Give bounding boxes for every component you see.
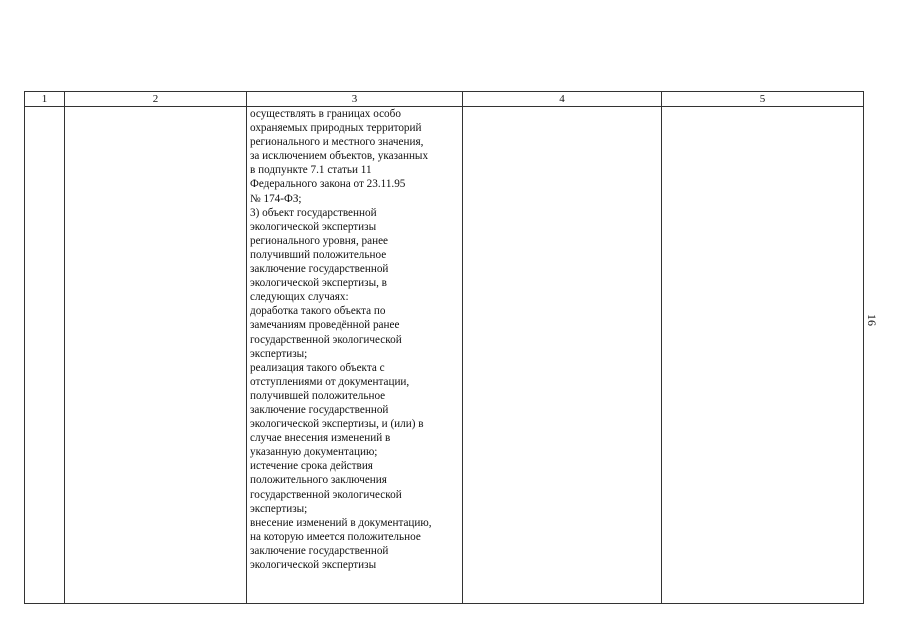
text-line: экологической экспертизы (250, 559, 377, 571)
text-line: Федерального закона от 23.11.95 (250, 178, 406, 191)
cell-col-3 (247, 107, 463, 604)
header-row (25, 92, 864, 107)
text-line: получивший положительное (250, 248, 387, 261)
cell-col-2 (65, 107, 247, 604)
text-line: охраняемых природных территорий (250, 122, 422, 135)
text-line: экологической экспертизы (250, 220, 377, 233)
text-line: регионального уровня, ранее (250, 234, 389, 247)
text-line: заключение государственной (250, 403, 389, 416)
text-line: экологической экспертизы, и (или) в (250, 418, 424, 431)
text-line: доработка такого объекта по (250, 305, 386, 318)
text-line: указанную документацию; (250, 446, 378, 459)
text-line: получившей положительное (250, 389, 386, 402)
text-line: экспертизы; (250, 347, 308, 360)
text-line: регионального и местного значения, (250, 136, 424, 149)
column-header-3: 3 (247, 92, 463, 107)
page-number: 16 (865, 314, 879, 326)
text-line: на которую имеется положительное (250, 530, 421, 543)
cell-col-4 (463, 107, 662, 604)
text-line: за исключением объектов, указанных (250, 150, 429, 163)
text-line: 3) объект государственной (250, 206, 377, 219)
text-line: осуществлять в границах особо (250, 108, 401, 120)
text-line: заключение государственной (250, 263, 389, 276)
text-line: истечение срока действия (250, 460, 373, 473)
text-line: экологической экспертизы, в (250, 277, 387, 290)
text-line: экспертизы; (250, 502, 308, 515)
cell-col-1 (25, 107, 65, 604)
text-line: случае внесения изменений в (250, 432, 391, 445)
document-table (24, 91, 864, 604)
content-row (25, 107, 864, 604)
column-header-2: 2 (65, 92, 247, 107)
column-header-5: 5 (662, 92, 864, 107)
column-header-4: 4 (463, 92, 662, 107)
text-line: замечаниям проведённой ранее (250, 319, 400, 332)
column-header-1: 1 (25, 92, 65, 107)
text-line: отступлениями от документации, (250, 375, 410, 388)
text-line: положительного заключения (250, 474, 387, 487)
text-line: заключение государственной (250, 544, 389, 557)
text-line: государственной экологической (250, 333, 402, 346)
text-line: внесение изменений в документацию, (250, 516, 432, 529)
text-line: № 174-ФЗ; (250, 192, 302, 205)
text-line: в подпункте 7.1 статьи 11 (250, 164, 372, 177)
text-line: государственной экологической (250, 488, 402, 501)
text-line: следующих случаях: (250, 291, 349, 304)
cell-col-5 (662, 107, 864, 604)
text-line: реализация такого объекта с (250, 361, 385, 374)
